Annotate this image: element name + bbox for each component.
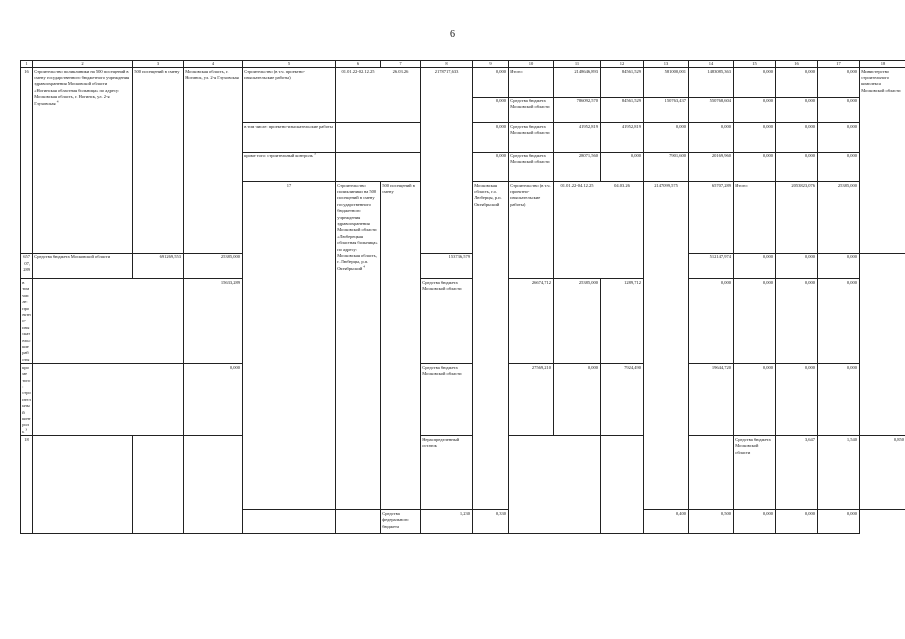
cell: 0,000 <box>776 123 818 153</box>
cell: 84561,529 <box>601 97 644 123</box>
cell: 0,000 <box>818 123 860 153</box>
funding-source: Средства федерального бюджета <box>381 510 421 534</box>
cell: 150763,437 <box>644 97 689 123</box>
cell: 0,400 <box>644 510 689 534</box>
capacity: 500 посещений в смену <box>133 68 184 254</box>
cell: 0,000 <box>473 97 509 123</box>
cell: 41952,819 <box>554 123 601 153</box>
cell: 1,230 <box>421 510 473 534</box>
customer: Министерство строительного комплекса Московской области <box>860 68 905 254</box>
object-name: Строительство поликлиники на 500 посещений в смену государственного бюджетного учреждения здравоохранения Московской области «Люберецкая областная больница» по адресу: Московская область, г. Люберцы, р.п. Октябрьский $^4$ <box>336 182 381 510</box>
address: Московская область, г.о. Люберцы, р.п. Октябрьский <box>473 182 509 510</box>
cell: 0,000 <box>776 279 818 364</box>
cell: 0,000 <box>818 68 860 98</box>
cell: 0,000 <box>734 364 776 436</box>
col-num: 10 <box>509 61 554 68</box>
cell: 0,000 <box>184 364 243 436</box>
empty-cell <box>33 436 133 534</box>
funding-source: Средства бюджета Московской области <box>421 279 473 364</box>
address: Московская область, г. Ногинск, ул. 2-я Глуховская <box>184 68 243 254</box>
empty-cell <box>689 436 734 510</box>
works-type: Строительство (в т.ч. проектно-изыскательские работы) <box>509 182 554 279</box>
funding-source: Средства бюджета Московской области <box>33 253 133 279</box>
col-num: 4 <box>184 61 243 68</box>
empty-cell <box>336 123 381 153</box>
col-num: 18 <box>860 61 905 68</box>
cell: 581000,001 <box>644 68 689 98</box>
empty-cell <box>33 364 133 436</box>
cell: 0,000 <box>689 123 734 153</box>
cell: 2053823,076 <box>776 182 818 254</box>
cell: 25385,000 <box>184 253 243 279</box>
col-num: 9 <box>473 61 509 68</box>
col-num: 2 <box>33 61 133 68</box>
works-type: в том числе: проектно-изыскательские работы <box>22 279 31 362</box>
empty-cell <box>184 436 243 534</box>
cell: 7924,490 <box>601 364 644 436</box>
cell: 28071,560 <box>554 152 601 182</box>
cell: 41952,819 <box>601 123 644 153</box>
funding-source: Средства бюджета Московской области <box>509 123 554 153</box>
page-number: 6 <box>450 29 455 40</box>
empty-cell <box>133 436 184 534</box>
empty-cell <box>336 510 381 534</box>
cell: 0,500 <box>689 510 734 534</box>
cell: 0,000 <box>734 152 776 182</box>
col-num: 3 <box>133 61 184 68</box>
table-row <box>21 364 905 436</box>
investment-program-table <box>20 60 905 534</box>
cell: 0,000 <box>554 364 601 436</box>
cell: 7901,600 <box>644 152 689 182</box>
cell: 0,000 <box>818 97 860 123</box>
cell: 691269,553 <box>133 253 184 279</box>
col-num: 16 <box>776 61 818 68</box>
cell: 0,000 <box>776 152 818 182</box>
cell: 0,000 <box>473 123 509 153</box>
cell: 512147,974 <box>689 253 734 279</box>
row-number: 17 <box>243 182 336 510</box>
table-row <box>21 436 905 510</box>
cell: 1289,712 <box>601 279 644 364</box>
cell: 25385,000 <box>554 279 601 364</box>
col-num: 15 <box>734 61 776 68</box>
cell: 0,000 <box>776 68 818 98</box>
cell: 0,000 <box>734 97 776 123</box>
col-num: 8 <box>421 61 473 68</box>
cell: 153736,579 <box>421 253 473 279</box>
cell: 65707,289 <box>689 182 734 254</box>
cell: 0,330 <box>473 510 509 534</box>
cell: 0,000 <box>734 279 776 364</box>
cell: 25385,000 <box>818 182 860 254</box>
cell: 65707,289 <box>21 253 33 279</box>
funding-source: Средства бюджета Московской области <box>509 97 554 123</box>
table-row <box>21 253 905 279</box>
funding-source: Средства бюджета Московской области <box>509 152 554 182</box>
cell: 20169,960 <box>689 152 734 182</box>
cell: 0,000 <box>601 152 644 182</box>
cell: 0,000 <box>776 364 818 436</box>
cell: 3,647 <box>776 436 818 510</box>
cell: 0,000 <box>818 364 860 436</box>
capacity: 500 посещений в смену <box>381 182 421 510</box>
empty-cell <box>381 123 421 153</box>
commissioning-date: 04.03.26 <box>601 182 644 279</box>
cell: 0,000 <box>818 253 860 279</box>
cell: 0,000 <box>734 123 776 153</box>
cell: 1,540 <box>818 436 860 510</box>
works-type: кроме того: строительный контроль $^3$ <box>243 152 336 182</box>
cell: 0,000 <box>818 510 860 534</box>
empty-cell <box>381 152 421 182</box>
col-num: 12 <box>601 61 644 68</box>
col-num: 11 <box>554 61 601 68</box>
table-row <box>21 279 905 364</box>
cell: 0,000 <box>776 510 818 534</box>
empty-cell <box>554 436 601 534</box>
col-num: 6 <box>336 61 381 68</box>
empty-cell <box>243 510 336 534</box>
empty-cell <box>336 152 381 182</box>
row-number: 18 <box>21 436 33 534</box>
cell: 26674,712 <box>509 279 554 364</box>
cell: 19644,720 <box>689 364 734 436</box>
col-num: 14 <box>689 61 734 68</box>
cell: 0,000 <box>818 152 860 182</box>
cell: 0,000 <box>644 123 689 153</box>
funding-source: Итого: <box>734 182 776 254</box>
cell: 15633,289 <box>184 279 243 364</box>
empty-cell <box>601 436 644 534</box>
empty-cell <box>33 279 133 364</box>
funding-source: Итого: <box>509 68 554 98</box>
cell: 0,000 <box>734 253 776 279</box>
col-num: 13 <box>644 61 689 68</box>
estimated-cost: 2147099,575 <box>644 182 689 510</box>
object-name: Строительство поликлиники на 500 посещений в смену государственного бюджетного учреждения здравоохранения Московской области «Ногинская областная больница» по адресу: Московская область, г. Ногинск, ул. 2-я Глуховская $^4$ <box>33 68 133 254</box>
empty-cell <box>133 279 184 364</box>
cell: 1483085,363 <box>689 68 734 98</box>
cell: 0,000 <box>818 279 860 364</box>
cell: 2148646,893 <box>554 68 601 98</box>
cell: 0,000 <box>776 97 818 123</box>
works-type: Строительство (в т.ч. проектно-изыскательские работы) <box>243 68 336 123</box>
cell: 550768,604 <box>689 97 734 123</box>
row-number: 16 <box>21 68 33 254</box>
works-type: Нераспределенный остаток <box>421 436 473 510</box>
table-row <box>21 68 905 98</box>
cell: 84561,529 <box>601 68 644 98</box>
col-num: 1 <box>21 61 33 68</box>
col-num: 7 <box>381 61 421 68</box>
cell: 0,000 <box>473 152 509 182</box>
commissioning-date: 26.03.26 <box>381 68 421 123</box>
cell: 786092,570 <box>554 97 601 123</box>
works-type: кроме того: строительный контроль $^3$ <box>22 364 31 434</box>
estimated-cost: 2178717,633 <box>421 68 473 254</box>
funding-source: Средства бюджета Московской области <box>734 436 776 510</box>
period: 01.01.22-04.12.25 <box>554 182 601 279</box>
cell: 0,000 <box>734 68 776 98</box>
empty-cell <box>509 436 554 534</box>
cell: 27569,210 <box>509 364 554 436</box>
funding-source: Средства бюджета Московской области <box>421 364 473 436</box>
cell: 0,000 <box>776 253 818 279</box>
period: 01.01.22-02.12.25 <box>336 68 381 123</box>
empty-cell <box>133 364 184 436</box>
cell: 0,000 <box>689 279 734 364</box>
cell: 0,850 <box>860 436 905 510</box>
col-num: 17 <box>818 61 860 68</box>
cell: 0,000 <box>734 510 776 534</box>
col-num: 5 <box>243 61 336 68</box>
works-type: в том числе: проектно-изыскательские работы <box>243 123 336 153</box>
cell: 0,000 <box>473 68 509 98</box>
column-number-row <box>21 61 905 68</box>
